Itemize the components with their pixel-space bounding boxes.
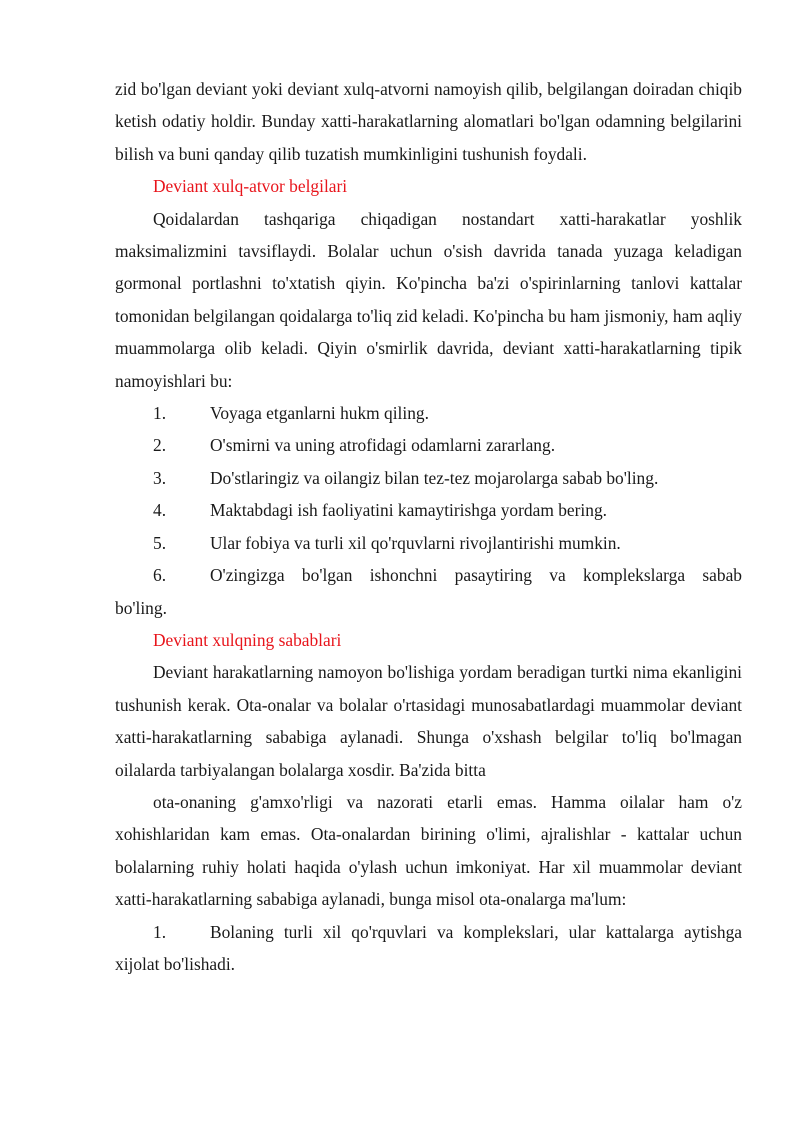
list-item <box>115 527 742 559</box>
paragraph-intro: zid bo'lgan deviant yoki deviant xulq-atvorni namoyish qilib, belgilangan doiradan chiqib ketish odatiy holdir. Bunday xatti-harakatlarning alomatlari bo'lgan odamning belgilarini bilish va buni qanday qilib tuzatish mumkinligini tushunish foydali. <box>115 79 742 164</box>
list-causes <box>115 916 742 981</box>
list-item-number: 2. <box>153 435 167 456</box>
section-heading-signs: Deviant xulq-atvor belgilari <box>153 176 348 197</box>
list-item-text: O'smirni va uning atrofidagi odamlarni zararlang. <box>210 435 556 456</box>
list-item-text: Maktabdagi ish faoliyatini kamaytirishga yordam bering. <box>210 500 607 521</box>
list-item-continuation: xijolat bo'lishadi. <box>115 953 236 974</box>
list-item <box>115 559 742 624</box>
list-item <box>115 916 742 981</box>
list-signs <box>115 397 742 624</box>
list-item-number: 5. <box>153 532 167 553</box>
list-item <box>115 494 742 526</box>
list-item-number: 4. <box>153 500 167 521</box>
list-item-text: Do'stlaringiz va oilangiz bilan tez-tez mojarolarga sabab bo'ling. <box>210 467 659 488</box>
list-item-number: 3. <box>153 467 167 488</box>
list-item-text: O'zingizga bo'lgan ishonchni pasaytiring va komplekslarga sabab <box>210 565 742 586</box>
paragraph-signs: Qoidalardan tashqariga chiqadigan nostandart xatti-harakatlar yoshlik maksimalizmini tavsiflaydi. Bolalar uchun o'sish davrida tanada yuzaga keladigan gormonal portlashni to'xtatish qiyin. Ko'pincha ba'zi o'spirinlarning tanlovi kattalar tomonidan belgilangan qoidalarga to'liq zid keladi. Ko'pincha bu ham jismoniy, ham aqliy muammolarga olib keladi. Qiyin o'smirlik davrida, deviant xatti-harakatlarning tipik namoyishlari bu: <box>115 208 742 391</box>
list-item-number: 6. <box>153 565 167 586</box>
list-item-continuation: bo'ling. <box>115 597 167 618</box>
list-item-text: Voyaga etganlarni hukm qiling. <box>210 403 429 424</box>
list-item-text: Bolaning turli xil qo'rquvlari va komplekslari, ular kattalarga aytishga <box>210 921 742 942</box>
list-item <box>115 462 742 494</box>
list-item-text: Ular fobiya va turli xil qo'rquvlarni rivojlantirishi mumkin. <box>210 532 621 553</box>
list-item-number: 1. <box>153 403 167 424</box>
paragraph-causes: Deviant harakatlarning namoyon bo'lishiga yordam beradigan turtki nima ekanligini tushunish kerak. Ota-onalar va bolalar o'rtasidagi munosabatlardagi muammolar deviant xatti-harakatlarning sababiga aylanadi. Shunga o'xshash belgilar to'liq bo'lmagan oilalarda tarbiyalangan bolalarga xosdir. Ba'zida bitta <box>115 662 742 780</box>
list-item-number: 1. <box>153 921 167 942</box>
paragraph-parents: ota-onaning g'amxo'rligi va nazorati etarli emas. Hamma oilalar ham o'z xohishlaridan kam emas. Ota-onalardan birining o'limi, ajralishlar - kattalar uchun bolalarning ruhiy holati haqida o'ylash uchun imkoniyat. Har xil muammolar deviant xatti-harakatlarning sababiga aylanadi, bunga misol ota-onalarga ma'lum: <box>115 791 742 910</box>
section-heading-causes: Deviant xulqning sabablari <box>153 629 342 650</box>
list-item <box>115 397 742 429</box>
list-item <box>115 429 742 461</box>
